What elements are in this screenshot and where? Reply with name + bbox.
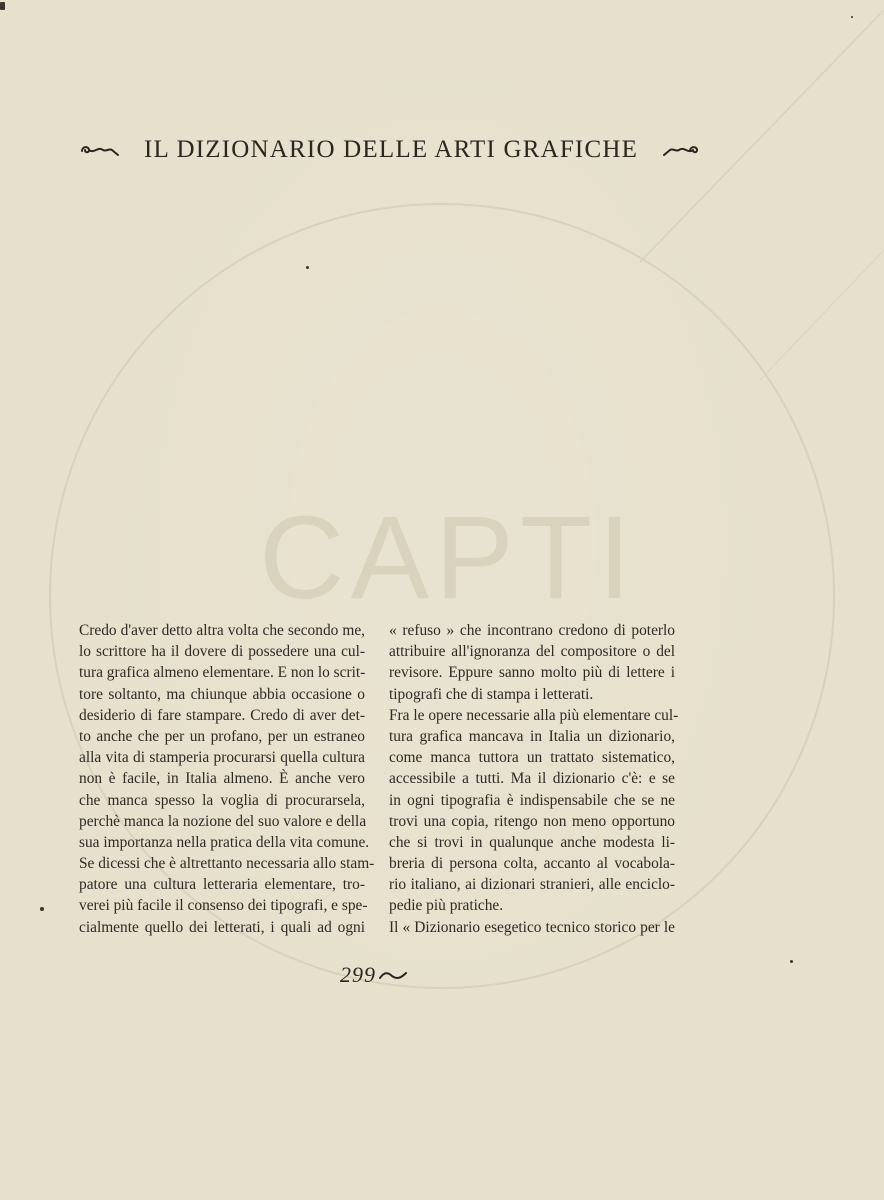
text-line: perchè manca la nozione del suo valore e della bbox=[79, 812, 367, 830]
text-line: patore una cultura letteraria elementare, tro- bbox=[79, 876, 365, 894]
text-line: tura grafica almeno elementare. E non lo scrit- bbox=[79, 664, 366, 682]
text-line: « refuso » che incontrano credono di poterlo bbox=[389, 622, 675, 639]
text-line: che si trovi in qualunque anche modesta li- bbox=[389, 833, 675, 851]
tilde-flourish-icon bbox=[378, 968, 408, 982]
text-line: revisore. Eppure sanno molto più di lettere i bbox=[389, 664, 675, 682]
text-line: rio italiano, ai dizionari stranieri, alle enciclo- bbox=[389, 876, 675, 894]
paper-speck bbox=[851, 16, 853, 18]
text-line: verei più facile il consenso dei tipografi, e spe- bbox=[79, 897, 368, 915]
scroll-ornament-right-icon bbox=[660, 140, 704, 160]
text-line: cialmente quello dei letterati, i quali ad ogni bbox=[79, 918, 365, 936]
text-line: Fra le opere necessarie alla più elementare cul- bbox=[389, 706, 679, 724]
text-line: Il « Dizionario esegetico tecnico storico per le bbox=[389, 918, 675, 936]
text-line: tipografi che di stampa i letterati. bbox=[389, 685, 594, 703]
text-line: in ogni tipografia è indispensabile che se ne bbox=[389, 791, 675, 809]
text-line: to anche che per un profano, per un estraneo bbox=[79, 727, 365, 745]
text-line: alla vita di stamperia procurarsi quella cultura bbox=[79, 749, 365, 767]
text-line: sua importanza nella pratica della vita comune. bbox=[79, 833, 370, 851]
page-title: IL DIZIONARIO DELLE ARTI GRAFICHE bbox=[144, 136, 639, 163]
text-line: attribuire all'ignoranza del compositore o del bbox=[389, 643, 675, 661]
page-number bbox=[340, 960, 408, 990]
paper-speck bbox=[40, 907, 44, 911]
text-line: tore soltanto, ma chiunque abbia occasione o bbox=[79, 685, 365, 703]
text-line: trovi una copia, ritengo non meno opportuno bbox=[389, 812, 675, 830]
text-line: lo scrittore ha il dovere di possedere una cul- bbox=[79, 643, 365, 661]
text-line: Se dicessi che è altrettanto necessaria allo stam- bbox=[79, 855, 375, 873]
text-line: come manca tuttora un trattato sistematico, bbox=[389, 749, 675, 767]
text-line: pedie più pratiche. bbox=[389, 897, 504, 915]
paper-speck bbox=[306, 266, 309, 269]
watermark-text: CAPTI bbox=[259, 492, 637, 624]
text-line: accessibile a tutti. Ma il dizionario c'è: e se bbox=[389, 770, 675, 788]
text-line: che manca spesso la voglia di procurarsela, bbox=[79, 791, 365, 809]
text-line: tura grafica mancava in Italia un dizionario, bbox=[389, 727, 675, 745]
text-column-right bbox=[389, 620, 679, 938]
text-line: Credo d'aver detto altra volta che secondo me, bbox=[79, 622, 365, 639]
scroll-ornament-left-icon bbox=[78, 140, 122, 160]
paper-speck bbox=[0, 2, 5, 10]
text-line: non è facile, in Italia almeno. È anche vero bbox=[79, 770, 365, 788]
text-line: breria di persona colta, accanto al vocabola- bbox=[389, 855, 675, 873]
paper-speck bbox=[790, 960, 793, 963]
page-number-text: 299 bbox=[340, 962, 376, 987]
text-column-left bbox=[79, 620, 375, 938]
running-header bbox=[78, 134, 678, 166]
text-line: desiderio di fare stampare. Credo di aver det- bbox=[79, 706, 365, 724]
